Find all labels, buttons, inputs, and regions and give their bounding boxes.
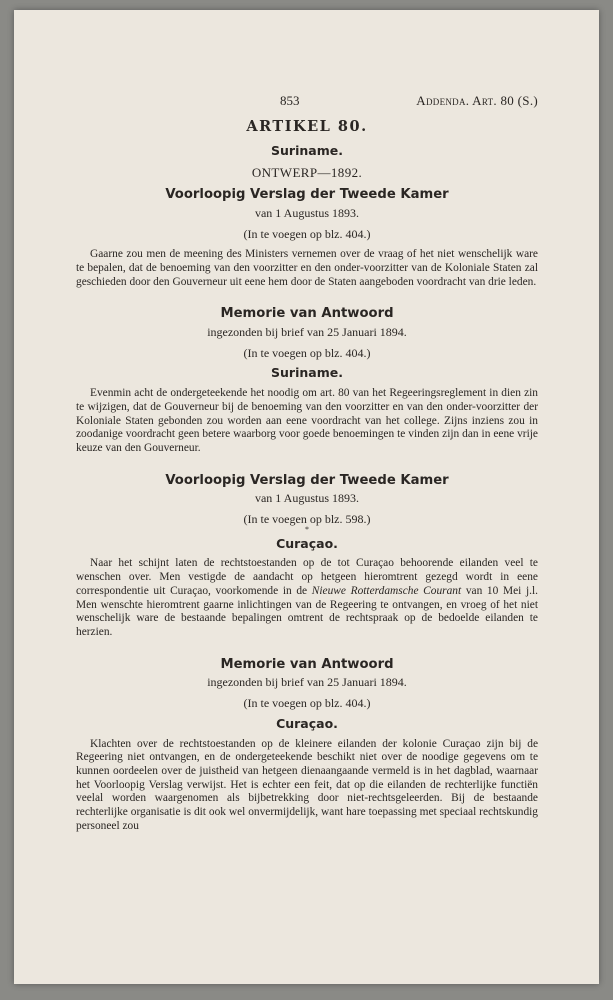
section-heading: Voorloopig Verslag der Tweede Kamer [165, 472, 449, 488]
insert-note: (In te voegen op blz. 404.) [243, 226, 371, 241]
body-paragraph [76, 557, 538, 639]
newspaper-title: Nieuwe Rotterdamsche Courant [311, 584, 462, 597]
body-paragraph: Evenmin acht de ondergeteekende het noodig om art. 80 van het Regeeringsreglement in dien zin te wijzigen, dat de Gouverneur bij de benoeming van den voorzitter en van den onder-voorzitter der Koloniale Staten gebonden zou worden aan eene voordracht van het college. Zijns inziens zou in zoodanige voordracht geen betere waarborg voor goede benoemingen te vinden zijn dan in eene vrije keuze van den Gouverneur. [76, 387, 538, 454]
section-date: van 1 Augustus 1893. [254, 491, 359, 506]
insert-note: (In te voegen op blz. 404.) [243, 345, 371, 360]
body-paragraph: Klachten over de rechtstoestanden op de kleinere eilanden der kolonie Curaçao zijn bij de Regeering niet ontvangen, en de ondergeteekende beschikt niet over de noodige gegevens om te kunnen oordeelen over de juistheid van hetgeen dienaangaande vermeld is in het dagblad, waarnaar het Voorloopig Verslag verwijst. Het is echter een feit, dat op die eilanden de rechterlijke functiën veelal worden waargenomen als bijbetrekking door niet-rechtsgeleerden. Bij de bestaande rechterlijke organisatie is dit ook wel onvermijdelijk, want hare toepassing met speciaal rechtskundig personeel zou [76, 737, 538, 832]
section-date: ingezonden bij brief van 25 Januari 1894. [207, 675, 407, 690]
insert-note: (In te voegen op blz. 404.) [243, 696, 371, 711]
draft-heading: ONTWERP—1892. [251, 165, 363, 181]
page-header [76, 94, 538, 116]
body-text: van 10 Mei j.l. Men wenschte hieromtrent gaarne inlichtingen van de Regeering te ontvangen, en vroeg of het niet wenschelijk ware de bestaande bepalingen omtrent de rechtspraak op de bedoelde eilanden te herzien. [76, 584, 539, 638]
document-page [14, 10, 599, 984]
section-date: van 1 Augustus 1893. [254, 205, 359, 220]
country-heading: Suriname. [271, 142, 343, 158]
print-mark: * [305, 524, 309, 534]
country-heading: Suriname. [271, 365, 343, 381]
country-heading: Curaçao. [276, 535, 338, 551]
section-heading: Memorie van Antwoord [220, 306, 394, 322]
running-title: Addenda. Art. 80 (S.) [416, 93, 538, 108]
text-column [76, 94, 538, 833]
section-heading: Memorie van Antwoord [220, 656, 394, 672]
body-text: Naar het schijnt laten de rechtstoestanden op de tot Curaçao behoorende eilanden veel te wenschen over. Men vestigde de aandacht op hetgeen hieromtrent gezegd wordt in eene correspondentie uit Curaçao, voorkomende in de [76, 557, 538, 597]
article-title: ARTIKEL 80. [246, 118, 368, 135]
country-heading: Curaçao. [276, 715, 338, 731]
body-paragraph: Gaarne zou men de meening des Ministers vernemen over de vraag of het niet wenschelijk ware te bepalen, dat de benoeming van den voorzitter en den onder-voorzitter van de Koloniale Staten zal geschieden door den Gouverneur uit eene hem door de Staten aangeboden voordracht van drie leden. [76, 248, 538, 288]
page-number: 853 [280, 93, 300, 108]
section-date: ingezonden bij brief van 25 Januari 1894. [207, 325, 407, 340]
insert-note: (In te voegen op blz. 598.) [243, 512, 371, 527]
section-heading: Voorloopig Verslag der Tweede Kamer [165, 187, 449, 203]
